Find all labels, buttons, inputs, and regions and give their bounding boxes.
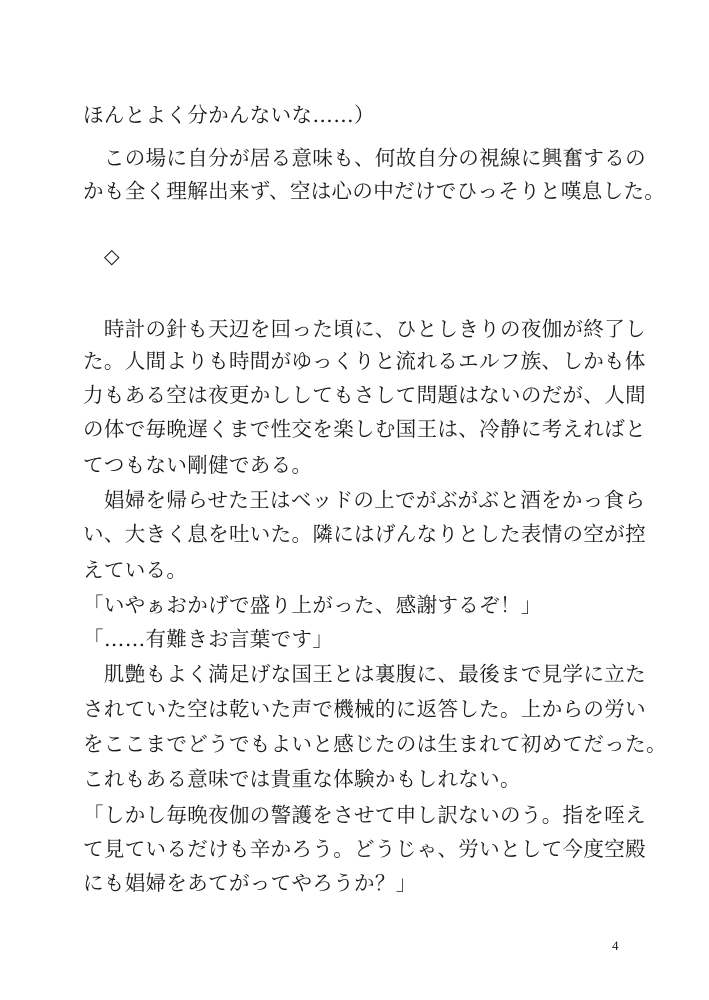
- text-line: かも全く理解出来ず、空は心の中だけでひっそりと嘆息した。: [83, 179, 666, 203]
- text-line: い、大きく息を吐いた。隣にはげんなりとした表情の空が控: [83, 522, 646, 546]
- text-line: この場に自分が居る意味も、何故自分の視線に興奮するの: [83, 146, 646, 170]
- text-line: の体で毎晩遅くまで性交を楽しむ国王は、冷静に考えればと: [83, 417, 646, 441]
- text-line: 肌艶もよく満足げな国王とは裏腹に、最後まで見学に立た: [83, 662, 646, 686]
- page-number: 4: [612, 938, 619, 953]
- text-line: て見ているだけも辛かろう。どうじゃ、労いとして今度空殿: [83, 837, 646, 861]
- text-line: 娼婦を帰らせた王はベッドの上でがぶがぶと酒をかっ食ら: [83, 488, 646, 512]
- text-line: されていた空は乾いた声で機械的に返答した。上からの労い: [83, 697, 646, 721]
- section-break-diamond: ◇: [83, 244, 120, 268]
- text-line: 「いやぁおかげで盛り上がった、感謝するぞ！」: [83, 593, 542, 617]
- text-line: 「しかし毎晩夜伽の警護をさせて申し訳ないのう。指を咥え: [83, 803, 646, 827]
- text-line: これもある意味では貴重な体験かもしれない。: [83, 767, 521, 791]
- text-line: 「……有難きお言葉です」: [83, 627, 334, 651]
- text-line: た。人間よりも時間がゆっくりと流れるエルフ族、しかも体: [83, 349, 646, 373]
- text-line: をここまでどうでもよいと感じたのは生まれて初めてだった。: [83, 732, 667, 756]
- text-line: てつもない剛健である。: [83, 453, 313, 477]
- text-line: ほんとよく分かんないな……）: [83, 103, 375, 127]
- text-line: にも娼婦をあてがってやろうか？」: [83, 871, 417, 895]
- text-line: えている。: [83, 558, 188, 582]
- text-line: 力もある空は夜更かししてもさして問題はないのだが、人間: [83, 383, 646, 407]
- text-line: 時計の針も天辺を回った頃に、ひとしきりの夜伽が終了し: [83, 317, 646, 341]
